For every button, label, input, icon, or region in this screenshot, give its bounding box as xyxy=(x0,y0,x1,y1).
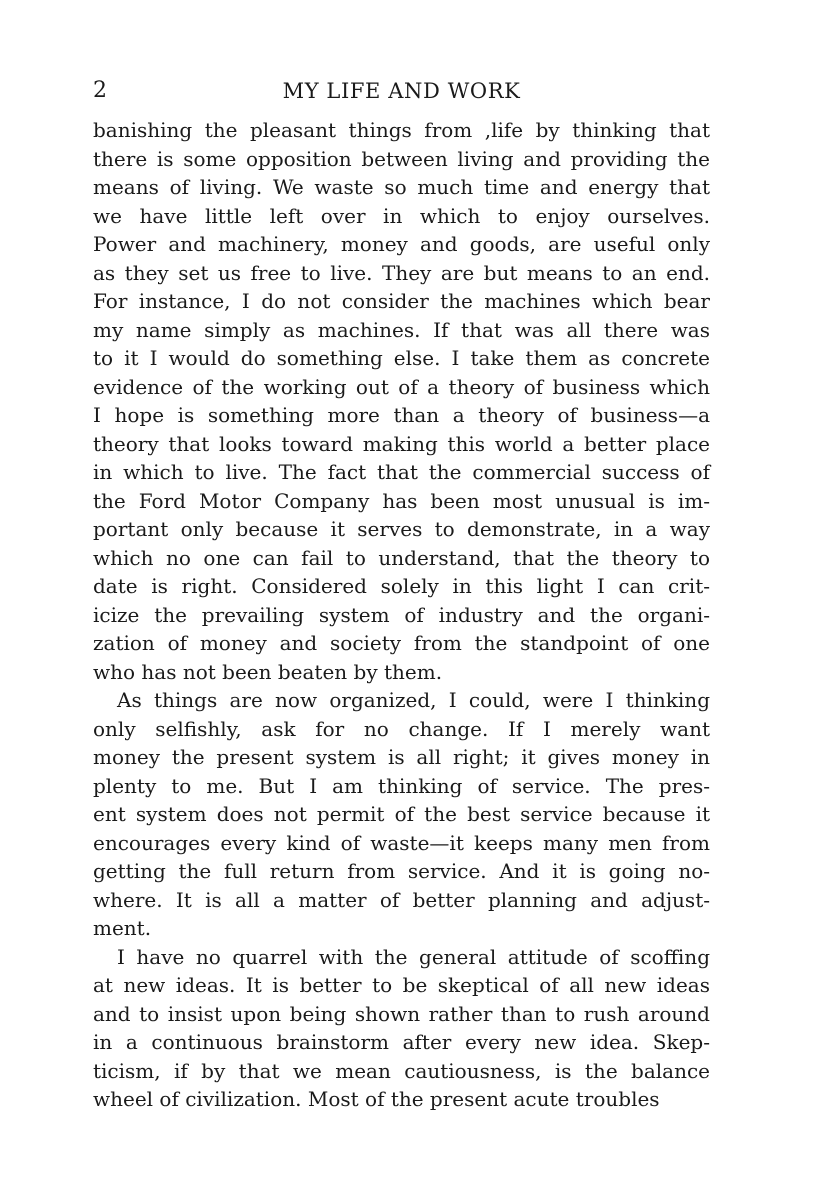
text-line: portant only because it serves to demonstrate, in a way xyxy=(93,517,710,541)
paragraph xyxy=(93,943,710,1114)
text-line: icize the prevailing system of industry and the organi- xyxy=(93,602,710,627)
text-line: encourages every kind of waste—it keeps many men from xyxy=(93,830,710,855)
text-line: who has not been beaten by them. xyxy=(93,659,443,684)
page-header xyxy=(93,75,710,107)
text-line: to it I would do something else. I take them as concrete xyxy=(93,346,710,370)
text-line: As things are now organized, I could, were I thinking xyxy=(117,688,710,712)
paragraph xyxy=(93,686,710,943)
paragraph xyxy=(93,116,710,686)
text-line: ent system does not permit of the best service because it xyxy=(93,802,710,826)
text-line: at new ideas. It is better to be skeptical of all new ideas xyxy=(93,973,710,997)
text-line: I have no quarrel with the general attitude of scoffing xyxy=(117,944,710,969)
text-line: getting the full return from service. And it is going no- xyxy=(93,859,710,883)
text-line: plenty to me. But I am thinking of service. The pres- xyxy=(93,773,710,798)
text-line: in which to live. The fact that the commercial success of xyxy=(93,460,710,484)
text-line: only selfishly, ask for no change. If I merely want xyxy=(93,716,710,741)
text-line: ment. xyxy=(93,916,152,940)
text-line: as they set us free to live. They are but means to an end. xyxy=(93,260,710,285)
text-line: which no one can fail to understand, that the theory to xyxy=(93,545,710,570)
text-line: my name simply as machines. If that was all there was xyxy=(93,317,710,342)
body-text xyxy=(93,116,710,1114)
text-line: zation of money and society from the standpoint of one xyxy=(93,631,710,655)
running-head: MY LIFE AND WORK xyxy=(282,79,521,103)
text-line: there is some opposition between living and providing the xyxy=(93,146,710,171)
text-line: money the present system is all right; it gives money in xyxy=(93,745,710,769)
text-line: the Ford Motor Company has been most unusual is im- xyxy=(93,488,710,513)
text-line: where. It is all a matter of better planning and adjust- xyxy=(93,887,710,912)
text-line: I hope is something more than a theory of business—a xyxy=(93,403,710,427)
text-line: means of living. We waste so much time and energy that xyxy=(93,175,710,199)
text-line: ticism, if by that we mean cautiousness, is the balance xyxy=(93,1058,710,1083)
text-line: and to insist upon being shown rather than to rush around xyxy=(93,1001,710,1026)
text-line: Power and machinery, money and goods, are useful only xyxy=(93,232,710,256)
text-line: in a continuous brainstorm after every new idea. Skep- xyxy=(93,1030,710,1054)
text-line: wheel of civilization. Most of the present acute troubles xyxy=(93,1087,660,1111)
text-line: theory that looks toward making this world a better place xyxy=(93,431,710,456)
text-line: evidence of the working out of a theory of business which xyxy=(93,374,710,399)
text-line: banishing the pleasant things from ,life by thinking that xyxy=(93,118,710,142)
text-line: date is right. Considered solely in this light I can crit- xyxy=(93,574,710,598)
text-line: For instance, I do not consider the machines which bear xyxy=(93,289,710,313)
text-line: we have little left over in which to enjoy ourselves. xyxy=(93,203,710,228)
page-number: 2 xyxy=(93,78,107,103)
